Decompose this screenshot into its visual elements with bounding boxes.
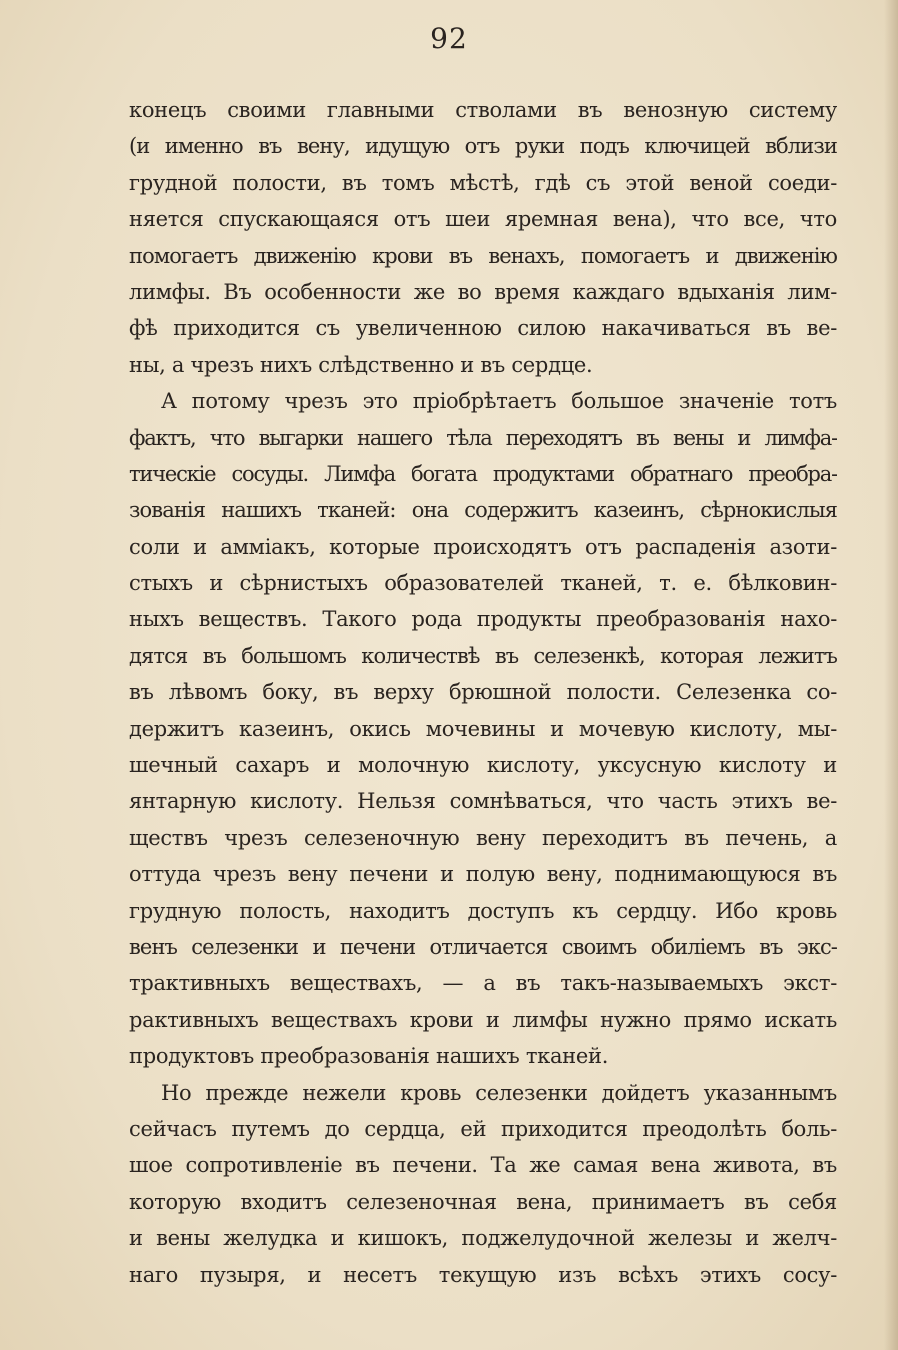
text-line: трактивныхъ веществахъ, — а въ такъ-называемыхъ экст- — [129, 971, 837, 996]
text-line: держитъ казеинъ, окись мочевины и мочевую кислоту, мы- — [129, 716, 837, 741]
text-line: ныхъ веществъ. Такого рода продукты преобразованія нахо- — [129, 607, 837, 632]
text-line: продуктовъ преобразованія нашихъ тканей. — [129, 1044, 609, 1069]
text-line: помогаетъ движенію крови въ венахъ, помогаетъ и движенію — [129, 243, 837, 268]
text-line: (и именно въ вену, идущую отъ руки подъ ключицей вблизи — [129, 134, 837, 159]
text-line: тическіе сосуды. Лимфа богата продуктами обратнаго преобра- — [129, 461, 837, 486]
body-text — [129, 92, 837, 1293]
text-line: и вены желудка и кишокъ, поджелудочной железы и желч- — [129, 1226, 837, 1251]
text-line: ны, а чрезъ нихъ слѣдственно и въ сердце. — [129, 352, 593, 377]
text-line: которую входитъ селезеночная вена, принимаетъ въ себя — [129, 1189, 837, 1214]
text-line: лимфы. Въ особенности же во время каждаго вдыханія лим- — [129, 279, 837, 304]
text-line: оттуда чрезъ вену печени и полую вену, поднимающуюся въ — [129, 862, 837, 887]
text-line: рактивныхъ веществахъ крови и лимфы нужно прямо искать — [129, 1007, 837, 1032]
text-line: соли и амміакъ, которые происходятъ отъ распаденія азоти- — [129, 534, 837, 559]
text-line: въ лѣвомъ боку, въ верху брюшной полости. Селезенка со- — [129, 680, 837, 705]
text-line: грудную полость, находитъ доступъ къ сердцу. Ибо кровь — [129, 898, 837, 923]
text-line: фактъ, что выгарки нашего тѣла переходятъ въ вены и лимфа- — [129, 425, 837, 450]
text-line: наго пузыря, и несетъ текущую изъ всѣхъ этихъ сосу- — [129, 1262, 837, 1287]
text-line: шое сопротивленіе въ печени. Та же самая вена живота, въ — [129, 1153, 837, 1178]
page-edge-shadow — [884, 0, 898, 1350]
text-line: грудной полости, въ томъ мѣстѣ, гдѣ съ этой веной соеди- — [129, 170, 837, 195]
text-line: конецъ своими главными стволами въ венозную систему — [129, 98, 837, 122]
text-line: венъ селезенки и печени отличается своимъ обиліемъ въ экс- — [129, 934, 837, 959]
text-line: ществъ чрезъ селезеночную вену переходитъ въ печень, а — [129, 825, 837, 850]
text-line: дятся въ большомъ количествѣ въ селезенкѣ, которая лежитъ — [129, 643, 837, 668]
text-line: шечный сахаръ и молочную кислоту, уксусную кислоту и — [129, 753, 837, 778]
text-line: няется спускающаяся отъ шеи яремная вена), что все, что — [129, 207, 837, 232]
text-line: Но прежде нежели кровь селезенки дойдетъ указаннымъ — [161, 1080, 837, 1105]
page-number: 92 — [430, 22, 468, 55]
text-line: стыхъ и сѣрнистыхъ образователей тканей, т. е. бѣлковин- — [129, 571, 837, 596]
text-line: янтарную кислоту. Нельзя сомнѣваться, что часть этихъ ве- — [129, 789, 837, 814]
text-line: зованія нашихъ тканей: она содержитъ казеинъ, сѣрнокислыя — [129, 498, 837, 523]
text-line: фѣ приходится съ увеличенною силою накачиваться въ ве- — [129, 316, 837, 341]
text-line: А потому чрезъ это пріобрѣтаетъ большое значеніе тотъ — [161, 389, 837, 414]
text-line: сейчасъ путемъ до сердца, ей приходится преодолѣть боль- — [129, 1116, 837, 1141]
